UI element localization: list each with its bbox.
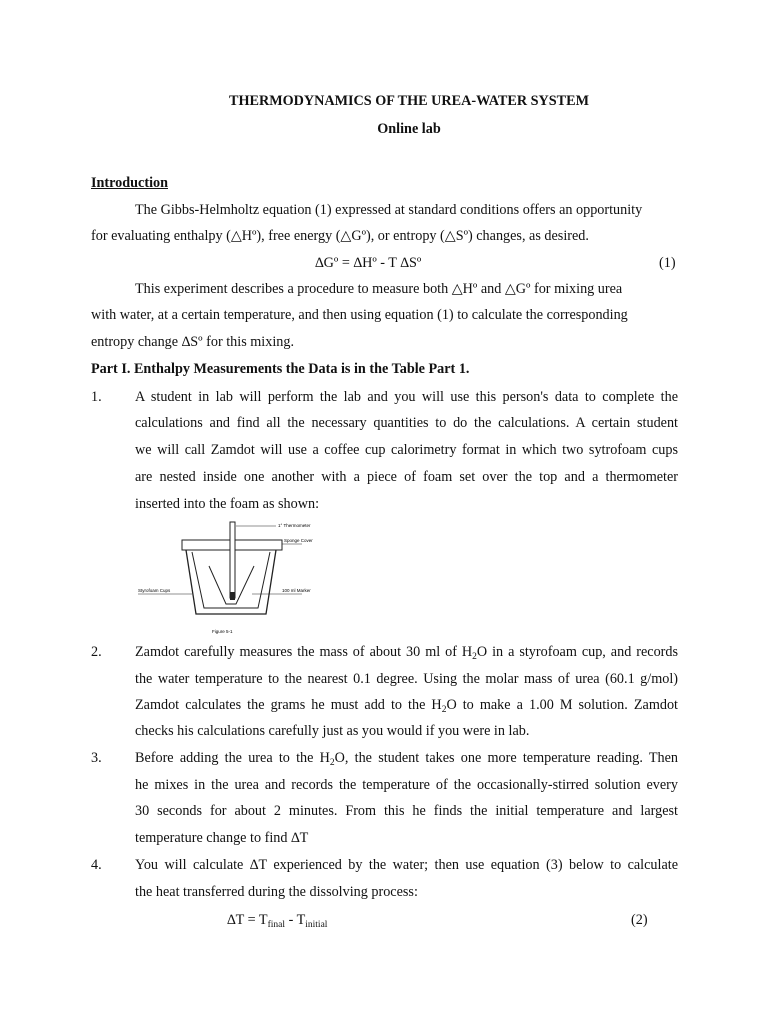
part1-heading: Part I. Enthalpy Measurements the Data is in the Table Part 1. — [91, 361, 470, 377]
intro-p1-line2: for evaluating enthalpy (△Hº), free energy (△Gº), or entropy (△Sº) changes, as desired. — [91, 228, 589, 244]
item-3-line1: Before adding the urea to the $H_2O$, the student takes one more temperature reading. Then — [135, 750, 679, 768]
intro-p2-line3: entropy change ∆Sº for this mixing. — [91, 334, 295, 350]
item-1-number: 1. — [91, 389, 102, 405]
equation-1-number: (1) — [659, 255, 676, 271]
item-2-line4: checks his calculations carefully just as you would if you were in lab. — [135, 723, 530, 739]
item-1-line5: inserted into the foam as shown: — [135, 496, 320, 512]
figure-label-thermometer: 1° Thermometer — [278, 523, 311, 528]
item-3-line2: he mixes in the urea and records the temperature of the occasionally-stirred solution every — [135, 777, 678, 793]
equation-1: ∆Gº = ∆Hº - T ∆Sº — [315, 255, 422, 271]
document-subtitle: Online lab — [377, 121, 441, 137]
calorimeter-figure — [134, 518, 334, 638]
intro-p1-line1: The Gibbs-Helmholtz equation (1) expressed at standard conditions offers an opportunity — [135, 202, 643, 218]
intro-heading: Introduction — [91, 175, 168, 191]
figure-label-level: 100 ml Marker — [282, 588, 311, 593]
item-1-line3: we will call Zamdot will use a coffee cup calorimetry format in which two sytrofoam cups — [135, 442, 678, 458]
item-1-line1: A student in lab will perform the lab and you will use this person's data to complete the — [135, 389, 678, 405]
equation-2-number: (2) — [631, 912, 648, 928]
item-3-number: 3. — [91, 750, 102, 766]
item-4-line1: You will calculate ∆T experienced by the water; then use equation (3) below to calculate — [135, 857, 678, 873]
intro-p2-line1: This experiment describes a procedure to measure both △Hº and △Gº for mixing urea — [135, 281, 623, 297]
item-2-line1: Zamdot carefully measures the mass of about 30 ml of $H_2O$ in a styrofoam cup, and records — [135, 644, 679, 662]
item-1-line2: calculations and find all the necessary quantities to do the calculations. A certain student — [135, 415, 678, 431]
item-4-number: 4. — [91, 857, 102, 873]
figure-label-sponge: Sponge Cover — [284, 538, 313, 543]
item-4-line2: the heat transferred during the dissolving process: — [135, 884, 418, 900]
intro-p2-line2: with water, at a certain temperature, and then using equation (1) to calculate the corresponding — [91, 307, 628, 323]
figure-caption: Figure 5-1 — [212, 629, 233, 634]
item-2-line3: Zamdot calculates the grams he must add to the $H_2O$ to make a 1.00 M solution. Zamdot — [135, 697, 678, 715]
document-title: THERMODYNAMICS OF THE UREA-WATER SYSTEM — [229, 93, 589, 109]
figure-label-cups: Styrofoam Cups — [138, 588, 171, 593]
item-2-number: 2. — [91, 644, 102, 660]
item-3-line4: temperature change to find ∆T — [135, 830, 309, 846]
item-2-line2: the water temperature to the nearest 0.1 degree. Using the molar mass of urea (60.1 g/mol) — [135, 671, 678, 687]
equation-2: $\Delta T = T_{final} - T_{initial}$ — [227, 912, 328, 930]
item-3-line3: 30 seconds for about 2 minutes. From this he finds the initial temperature and largest — [135, 803, 678, 819]
item-1-line4: are nested inside one another with a piece of foam set over the top and a thermometer — [135, 469, 678, 485]
